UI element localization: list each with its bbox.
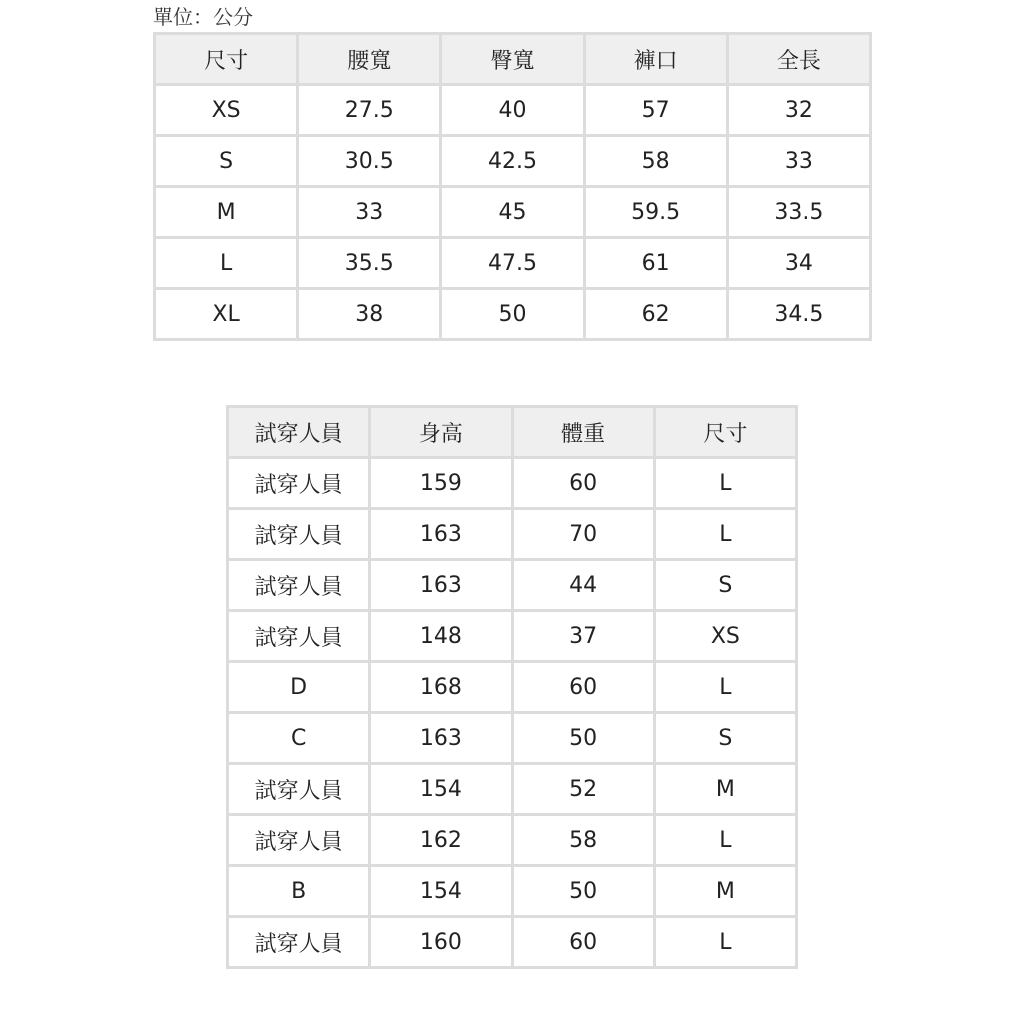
table-cell: 38 bbox=[298, 289, 441, 340]
table-cell: 試穿人員 bbox=[228, 560, 370, 611]
table-row bbox=[228, 458, 797, 509]
size-chart-header-row bbox=[155, 34, 871, 85]
table-row bbox=[228, 509, 797, 560]
table-cell: 159 bbox=[370, 458, 512, 509]
table-row bbox=[228, 713, 797, 764]
table-cell: 32 bbox=[727, 85, 870, 136]
table-row bbox=[155, 136, 871, 187]
table-cell: 60 bbox=[512, 917, 654, 968]
table-row bbox=[228, 560, 797, 611]
header-cell: 體重 bbox=[512, 407, 654, 458]
table-cell: 47.5 bbox=[441, 238, 584, 289]
table-cell: L bbox=[155, 238, 298, 289]
table-cell: 59.5 bbox=[584, 187, 727, 238]
table-cell: 37 bbox=[512, 611, 654, 662]
table-cell: 50 bbox=[512, 713, 654, 764]
table-cell: 52 bbox=[512, 764, 654, 815]
table-cell: 44 bbox=[512, 560, 654, 611]
table-cell: 154 bbox=[370, 866, 512, 917]
table-cell: 148 bbox=[370, 611, 512, 662]
table-row bbox=[228, 764, 797, 815]
table-cell: 33.5 bbox=[727, 187, 870, 238]
table-cell: 42.5 bbox=[441, 136, 584, 187]
table-cell: 27.5 bbox=[298, 85, 441, 136]
table-row bbox=[228, 815, 797, 866]
header-cell: 試穿人員 bbox=[228, 407, 370, 458]
table-cell: 45 bbox=[441, 187, 584, 238]
table-cell: 60 bbox=[512, 458, 654, 509]
table-cell: 34.5 bbox=[727, 289, 870, 340]
table-cell: 62 bbox=[584, 289, 727, 340]
table-cell: 163 bbox=[370, 713, 512, 764]
header-cell: 身高 bbox=[370, 407, 512, 458]
header-cell: 尺寸 bbox=[155, 34, 298, 85]
table-cell: 163 bbox=[370, 509, 512, 560]
table-cell: 154 bbox=[370, 764, 512, 815]
header-cell: 尺寸 bbox=[654, 407, 796, 458]
table-cell: 60 bbox=[512, 662, 654, 713]
table-cell: B bbox=[228, 866, 370, 917]
table-cell: 35.5 bbox=[298, 238, 441, 289]
table-cell: 50 bbox=[441, 289, 584, 340]
table-cell: 試穿人員 bbox=[228, 509, 370, 560]
table-cell: 試穿人員 bbox=[228, 917, 370, 968]
table-cell: L bbox=[654, 917, 796, 968]
fit-reference-header-row bbox=[228, 407, 797, 458]
table-cell: C bbox=[228, 713, 370, 764]
table-cell: 試穿人員 bbox=[228, 764, 370, 815]
table-cell: 50 bbox=[512, 866, 654, 917]
table-cell: 58 bbox=[512, 815, 654, 866]
table-cell: M bbox=[155, 187, 298, 238]
table-cell: 40 bbox=[441, 85, 584, 136]
table-cell: D bbox=[228, 662, 370, 713]
table-cell: 58 bbox=[584, 136, 727, 187]
size-chart-table bbox=[153, 32, 872, 341]
table-row bbox=[228, 866, 797, 917]
table-cell: XS bbox=[654, 611, 796, 662]
table-cell: 70 bbox=[512, 509, 654, 560]
table-cell: 61 bbox=[584, 238, 727, 289]
table-row bbox=[155, 238, 871, 289]
table-cell: 57 bbox=[584, 85, 727, 136]
table-cell: 162 bbox=[370, 815, 512, 866]
table-cell: 160 bbox=[370, 917, 512, 968]
table-cell: 試穿人員 bbox=[228, 611, 370, 662]
table-row bbox=[155, 289, 871, 340]
table-row bbox=[228, 611, 797, 662]
table-cell: S bbox=[155, 136, 298, 187]
table-cell: L bbox=[654, 662, 796, 713]
table-cell: 163 bbox=[370, 560, 512, 611]
fit-reference-table bbox=[226, 405, 798, 969]
table-cell: 33 bbox=[727, 136, 870, 187]
header-cell: 腰寬 bbox=[298, 34, 441, 85]
table-cell: M bbox=[654, 764, 796, 815]
table-row bbox=[155, 85, 871, 136]
table-cell: 試穿人員 bbox=[228, 815, 370, 866]
table-cell: 34 bbox=[727, 238, 870, 289]
table-cell: 試穿人員 bbox=[228, 458, 370, 509]
table-cell: L bbox=[654, 815, 796, 866]
table-cell: S bbox=[654, 713, 796, 764]
table-row bbox=[228, 662, 797, 713]
header-cell: 全長 bbox=[727, 34, 870, 85]
table-cell: M bbox=[654, 866, 796, 917]
table-row bbox=[155, 187, 871, 238]
table-cell: L bbox=[654, 458, 796, 509]
table-cell: XS bbox=[155, 85, 298, 136]
table-cell: 33 bbox=[298, 187, 441, 238]
table-cell: L bbox=[654, 509, 796, 560]
unit-label: 單位：公分 bbox=[153, 5, 253, 29]
table-cell: XL bbox=[155, 289, 298, 340]
table-cell: 168 bbox=[370, 662, 512, 713]
table-row bbox=[228, 917, 797, 968]
header-cell: 褲口 bbox=[584, 34, 727, 85]
header-cell: 臀寬 bbox=[441, 34, 584, 85]
table-cell: 30.5 bbox=[298, 136, 441, 187]
table-cell: S bbox=[654, 560, 796, 611]
